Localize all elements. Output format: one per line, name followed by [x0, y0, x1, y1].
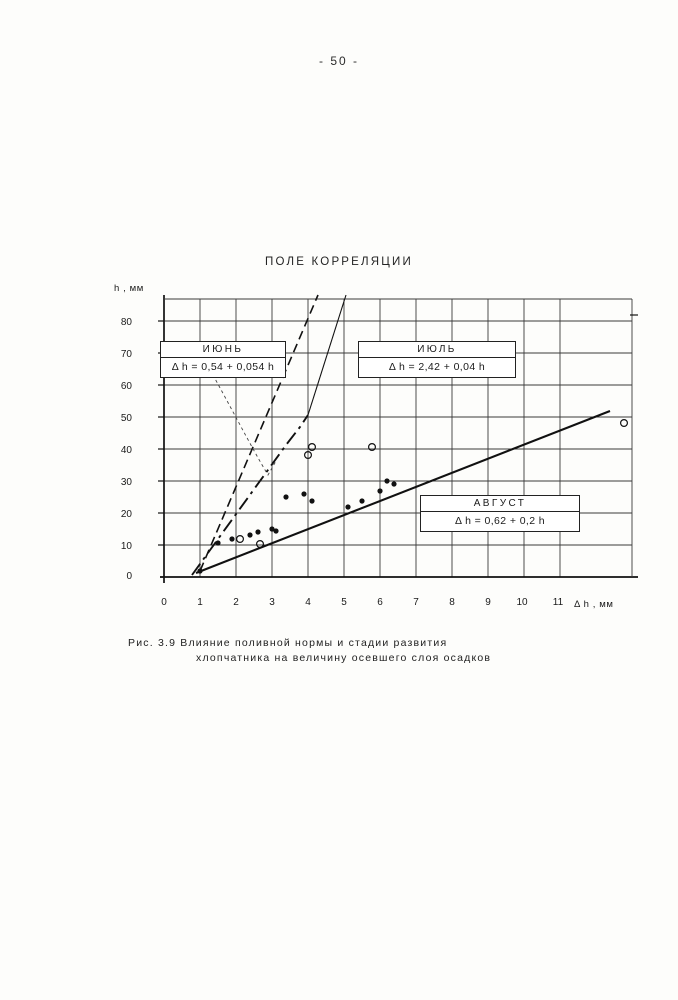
x-tick-8: 8 [449, 597, 455, 608]
correlation-field-chart [100, 275, 660, 625]
figure-caption-line-1: Рис. 3.9 Влияние поливной нормы и стадии развития [128, 637, 448, 649]
legend-box-august [420, 495, 580, 532]
y-tick-30: 30 [120, 477, 132, 488]
y-tick-20: 20 [120, 509, 132, 520]
x-tick-6: 6 [377, 597, 383, 608]
page-number: - 50 - [318, 54, 359, 68]
legend-box-july [358, 341, 516, 378]
figure-caption-line-2: хлопчатника на величину осевшего слоя осадков [196, 652, 492, 664]
legend-august-title: АВГУСТ [421, 496, 579, 512]
y-tick-70: 70 [120, 349, 132, 360]
x-tick-10: 10 [516, 597, 528, 608]
legend-july-title: ИЮЛЬ [359, 342, 515, 358]
x-tick-7: 7 [413, 597, 419, 608]
x-tick-4: 4 [305, 597, 311, 608]
legend-june-equation: Δ h = 0,54 + 0,054 h [171, 361, 275, 373]
x-tick-5: 5 [341, 597, 347, 608]
x-tick-1: 1 [197, 597, 203, 608]
y-tick-60: 60 [120, 381, 132, 392]
x-axis-label: Δ h , мм [574, 599, 614, 610]
plot-canvas [100, 275, 660, 625]
legend-june-title: ИЮНЬ [161, 342, 285, 358]
y-tick-40: 40 [120, 445, 132, 456]
figure-caption [128, 636, 648, 666]
y-tick-0: 0 [126, 571, 132, 582]
x-tick-9: 9 [485, 597, 491, 608]
y-tick-10: 10 [120, 541, 132, 552]
y-tick-50: 50 [120, 413, 132, 424]
july-regression-extension [308, 295, 346, 415]
x-tick-11: 11 [552, 597, 564, 608]
chart-title: ПОЛЕ КОРРЕЛЯЦИИ [265, 256, 413, 268]
y-tick-80: 80 [120, 317, 132, 328]
legend-august-equation: Δ h = 0,62 + 0,2 h [454, 515, 546, 527]
y-axis-label: h , мм [114, 283, 144, 294]
x-tick-0: 0 [161, 597, 167, 608]
june-regression-line [200, 295, 318, 571]
x-tick-2: 2 [233, 597, 239, 608]
legend-box-june [160, 341, 286, 378]
x-tick-3: 3 [269, 597, 275, 608]
legend-july-equation: Δ h = 2,42 + 0,04 h [388, 361, 486, 373]
